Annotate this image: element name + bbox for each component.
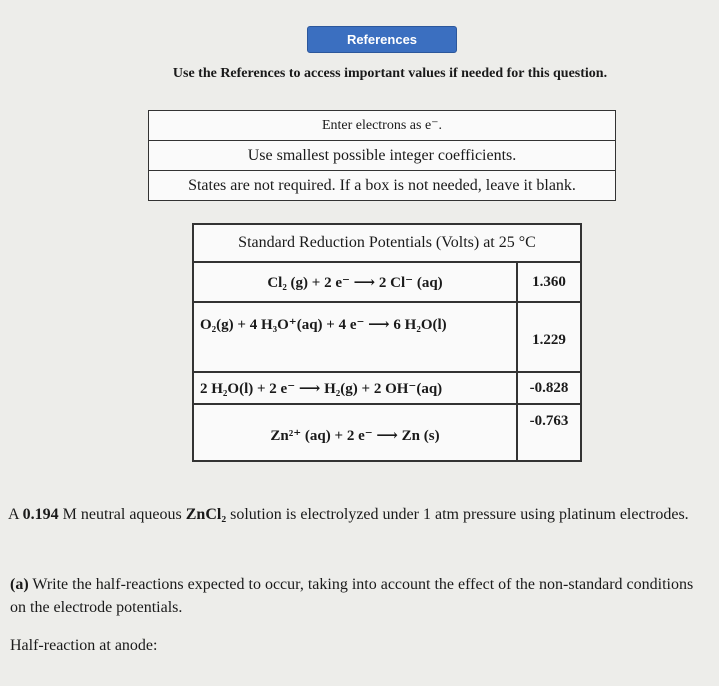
note-states: States are not required. If a box is not needed, leave it blank. [188,177,576,194]
anode-half-reaction-label: Half-reaction at anode: [10,637,158,654]
potential-cell: 1.360 [532,273,566,290]
reaction-cell: Cl₂ (g) + 2 e⁻ ⟶ 2 Cl⁻ (aq) [194,263,518,301]
problem-concentration: 0.194 [22,506,59,523]
problem-prefix: A [8,506,23,523]
table-row [194,303,580,373]
potential-cell: -0.828 [529,379,569,396]
instruction-text: Use the References to access important values if needed for this question. [172,66,608,81]
table-row [194,263,580,303]
potential-cell: -0.763 [529,413,569,429]
part-a-question [10,573,710,619]
potential-cell: 1.229 [532,331,566,348]
reaction-cell: O₂(g) + 4 H₃O⁺(aq) + 4 e⁻ ⟶ 6 H₂O(l) [194,303,518,371]
table-row [194,405,580,460]
references-button[interactable]: References [307,26,457,53]
entry-notes-box [148,110,616,201]
problem-suffix: solution is electrolyzed under 1 atm pressure using platinum electrodes. [226,506,689,523]
reaction-cell: Zn²⁺ (aq) + 2 e⁻ ⟶ Zn (s) [194,405,518,460]
note-electrons: Enter electrons as e⁻. [149,111,615,141]
reaction-cell: 2 H₂O(l) + 2 e⁻ ⟶ H₂(g) + 2 OH⁻(aq) [194,373,518,403]
table-title: Standard Reduction Potentials (Volts) at 25 °C [194,225,580,263]
part-a-text: Write the half-reactions expected to occur, taking into account the effect of the non-standard conditions on the electrode potentials. [10,576,694,616]
problem-middle: M neutral aqueous [58,506,186,523]
problem-statement [8,503,708,526]
table-row [194,373,580,405]
problem-solute: ZnCl₂ [185,506,227,523]
part-a-label: (a) [10,576,29,593]
note-coefficients: Use smallest possible integer coefficients. [149,141,615,171]
reduction-potentials-table [192,223,582,462]
